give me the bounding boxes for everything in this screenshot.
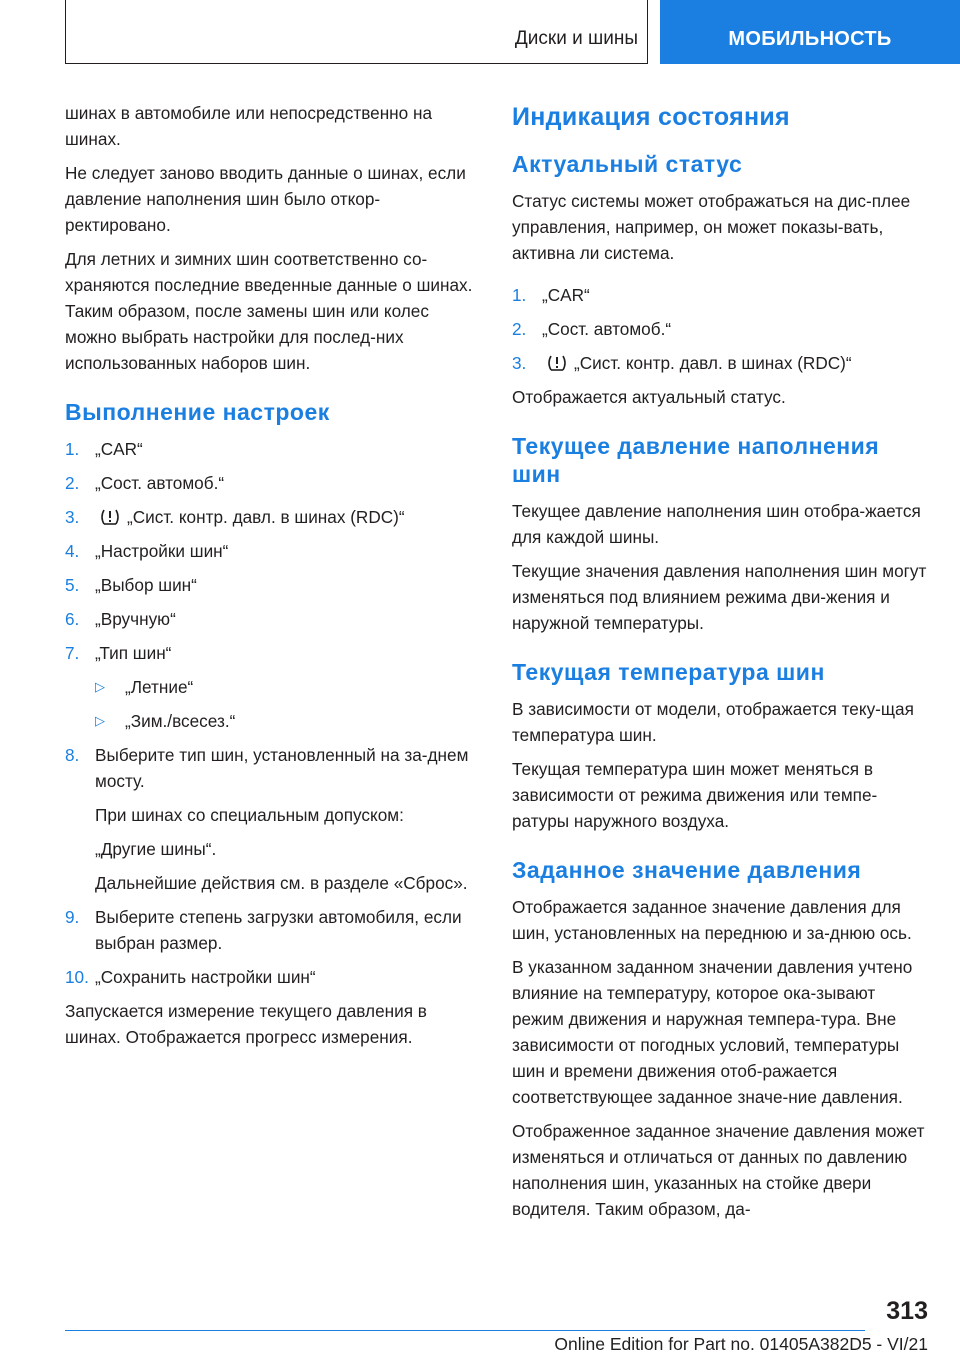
paragraph: Отображенное заданное значение давления может изменяться и отличаться от данных по давлению наполнения шин, указанных на стойке двери водителя. Таким образом, да-: [512, 1121, 925, 1219]
step-number: 10.: [65, 967, 89, 987]
paragraph: Текущая температура шин может меняться в зависимости от режима движения или темпе-ратуры наружного воздуха.: [512, 759, 878, 831]
section-title: Диски и шины: [514, 28, 638, 49]
step-number: 3.: [512, 353, 527, 373]
list-item: [65, 572, 480, 598]
step-text: „Сост. автомоб.“: [95, 473, 225, 493]
list-item: [65, 470, 480, 496]
status-steps-list: [512, 282, 927, 376]
tire-pressure-warning-icon: [99, 507, 121, 525]
step-number: 3.: [65, 507, 80, 527]
step-text: „Сохранить настройки шин“: [95, 967, 316, 987]
paragraph: Для летних и зимних шин соответственно со-храняются последние введенные данные о шинах. Таким образом, после замены шин или колес можно выбрать настройки для послед-них использованных наборов шин.: [65, 249, 473, 373]
step-number: 4.: [65, 541, 80, 561]
right-column: [512, 100, 927, 1230]
step-note: „Другие шины“.: [95, 839, 217, 859]
footer-edition: Online Edition for Part no. 01405A382D5 - VI/21: [554, 1334, 928, 1354]
list-item: [512, 350, 927, 376]
list-item: [65, 640, 480, 666]
settings-steps-list-end: [65, 904, 480, 990]
step-number: 7.: [65, 643, 80, 663]
list-item: [65, 964, 480, 990]
step-text: „CAR“: [95, 439, 143, 459]
heading-actual-status: Актуальный статус: [512, 151, 743, 177]
section-title-status: Индикация состояния: [512, 103, 790, 131]
step-note: При шинах со специальным допуском:: [95, 805, 404, 825]
step-text: „Вручную“: [95, 609, 176, 629]
list-item: [512, 282, 927, 308]
triangle-bullet-icon: ▷: [95, 679, 105, 694]
paragraph: В указанном заданном значении давления учтено влияние на температуру, которое ока-зывают режим движения и наружная темпера-тура. Вне зависимости от погодных условий, температуры шин и времени движения отоб-ражается соответствующее заданное значе-ние давления.: [512, 957, 913, 1107]
step-text: „Настройки шин“: [95, 541, 229, 561]
paragraph: Отображается актуальный статус.: [512, 387, 786, 407]
step-number: 9.: [65, 907, 80, 927]
step-number: 2.: [65, 473, 80, 493]
left-column: [65, 100, 480, 1058]
settings-steps-list: [65, 436, 480, 666]
step-text: „CAR“: [542, 285, 590, 305]
list-item: [65, 538, 480, 564]
step-number: 8.: [65, 745, 80, 765]
heading-target-pressure: Заданное значение давления: [512, 857, 862, 883]
step-text: Выберите степень загрузки автомобиля, если выбран размер.: [95, 907, 462, 953]
step-note: Дальнейшие действия см. в разделе «Сброс».: [95, 873, 468, 893]
step-text: „Сист. контр. давл. в шинах (RDC)“: [574, 353, 852, 373]
list-item: [512, 316, 927, 342]
paragraph: Запускается измерение текущего давления в шинах. Отображается прогресс измерения.: [65, 1001, 427, 1047]
step-number: 5.: [65, 575, 80, 595]
sub-list-item: [95, 708, 480, 734]
chapter-tab: МОБИЛЬНОСТЬ: [660, 0, 960, 64]
step-text: „Сист. контр. давл. в шинах (RDC)“: [127, 507, 405, 527]
page-number: 313: [886, 1297, 928, 1325]
section-heading-settings: Выполнение настроек: [65, 399, 330, 425]
list-item: [65, 436, 480, 462]
step-number: 6.: [65, 609, 80, 629]
paragraph: шинах в автомобиле или непосредственно на шинах.: [65, 103, 433, 149]
settings-steps-list-cont: [65, 742, 480, 794]
step-text: „Выбор шин“: [95, 575, 197, 595]
sub-item-text: „Летние“: [125, 677, 194, 697]
sub-list-item: [95, 674, 480, 700]
heading-current-temperature: Текущая температура шин: [512, 659, 825, 685]
paragraph: В зависимости от модели, отображается теку-щая температура шин.: [512, 699, 914, 745]
list-item: [65, 606, 480, 632]
triangle-bullet-icon: ▷: [95, 713, 105, 728]
list-item: [65, 904, 480, 956]
step-text: „Сост. автомоб.“: [542, 319, 672, 339]
sub-item-text: „Зим./всесез.“: [125, 711, 236, 731]
heading-current-pressure: Текущее давление наполнения шин: [512, 433, 880, 487]
step-number: 1.: [512, 285, 527, 305]
paragraph: Отображается заданное значение давления для шин, установленных на переднюю и за-днюю ось.: [512, 897, 912, 943]
paragraph: Текущие значения давления наполнения шин могут изменяться под влиянием режима дви-жения и наружной температуры.: [512, 561, 927, 633]
paragraph: Не следует заново вводить данные о шинах, если давление наполнения шин было откор-ректировано.: [65, 163, 466, 235]
paragraph: Текущее давление наполнения шин отобра-жается для каждой шины.: [512, 501, 921, 547]
footer-divider: [65, 1330, 865, 1331]
step-text: Выберите тип шин, установленный на за-днем мосту.: [95, 745, 469, 791]
step-text: „Тип шин“: [95, 643, 172, 663]
step-number: 2.: [512, 319, 527, 339]
paragraph: Статус системы может отображаться на дис-плее управления, например, он может показы-вать, активна ли система.: [512, 191, 911, 263]
list-item: [65, 504, 480, 530]
list-item: [65, 742, 480, 794]
tire-pressure-warning-icon: [546, 353, 568, 371]
step-number: 1.: [65, 439, 80, 459]
